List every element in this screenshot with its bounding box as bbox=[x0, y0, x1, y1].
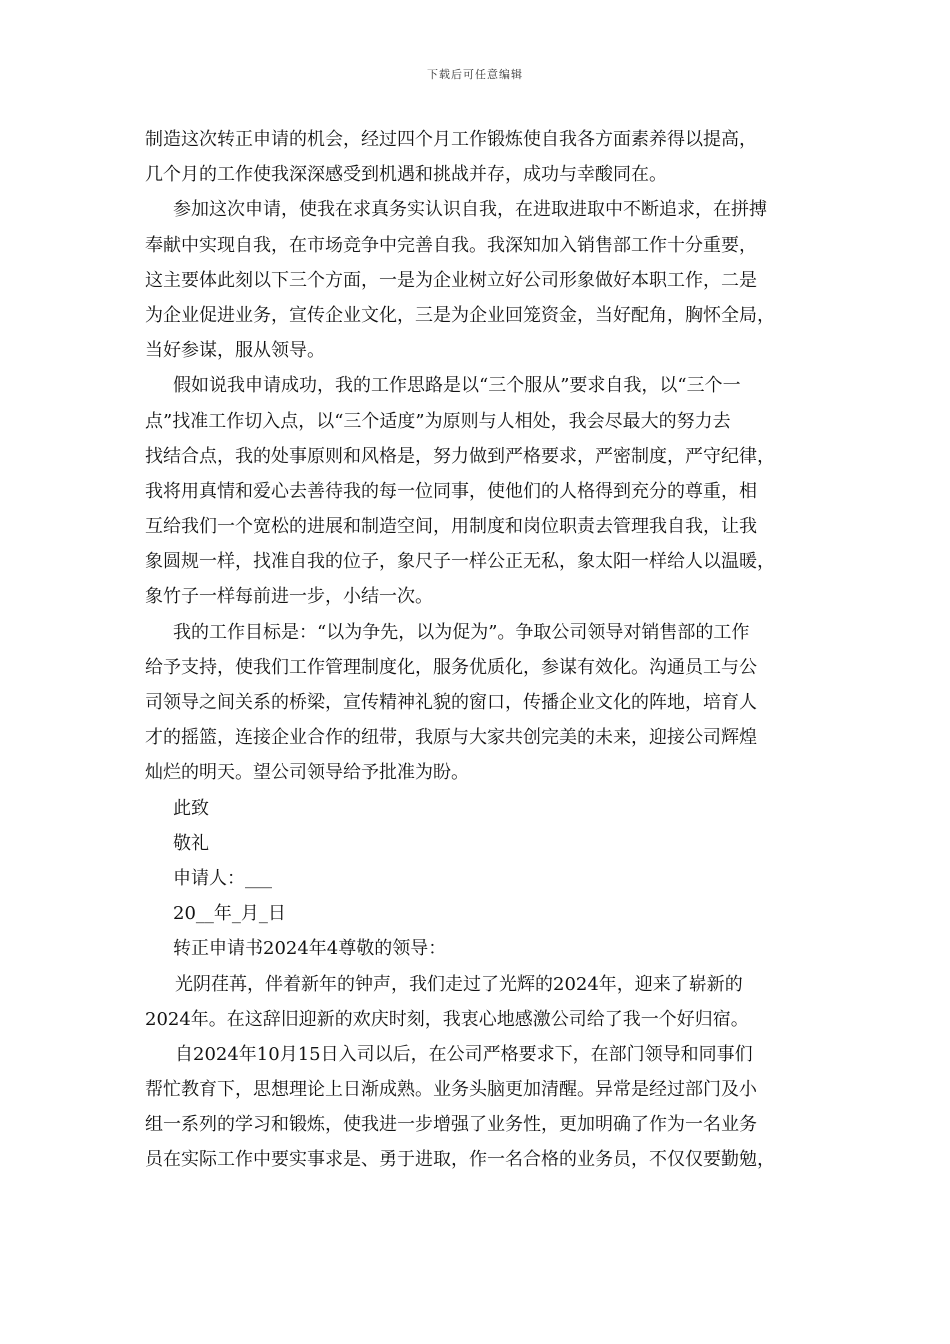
text-line: 给予支持，使我们工作管理制度化，服务优质化，参谋有效化。沟通员工与公 bbox=[145, 656, 757, 678]
text-line: 司领导之间关系的桥梁，宣传精神礼貌的窗口，传播企业文化的阵地，培育人 bbox=[145, 692, 757, 713]
text-line: 几个月的工作使我深深感受到机遇和挑战并存，成功与幸酸同在。 bbox=[145, 164, 667, 186]
text-line: 转正申请书2024年4尊敬的领导： bbox=[173, 938, 447, 960]
text-line: 互给我们一个宽松的进展和制造空间，用制度和岗位职责去管理我自我，让我 bbox=[145, 516, 757, 538]
text-line: 帮忙教育下，思想理论上日渐成熟。业务头脑更加清醒。异常是经过部门及小 bbox=[145, 1079, 757, 1101]
text-line: 20__年_月_日 bbox=[173, 903, 286, 925]
text-line: 当好参谋，服从领导。 bbox=[145, 340, 325, 362]
text-line: 我的工作目标是：“以为争先，以为促为”。争取公司领导对销售部的工作 bbox=[173, 621, 750, 643]
text-line: 才的摇篮，连接企业合作的纽带，我原与大家共创完美的未来，迎接公司辉煌 bbox=[145, 727, 757, 749]
text-line: 找结合点，我的处事原则和风格是，努力做到严格要求，严密制度，严守纪律， bbox=[145, 445, 775, 467]
text-line: 灿烂的明天。望公司领导给予批准为盼。 bbox=[145, 762, 469, 784]
text-line: 我将用真情和爱心去善待我的每一位同事，使他们的人格得到充分的尊重，相 bbox=[145, 480, 757, 502]
text-line: 敬礼 bbox=[173, 832, 209, 854]
text-line: 象竹子一样每前进一步，小结一次。 bbox=[145, 586, 433, 608]
text-line: 组一系列的学习和锻炼，使我进一步增强了业务性，更加明确了作为一名业务 bbox=[145, 1114, 757, 1136]
text-line: 象圆规一样，找准自我的位子，象尺子一样公正无私，象太阳一样给人以温暖， bbox=[145, 551, 775, 573]
page-header: 下载后可任意编辑 bbox=[427, 68, 523, 81]
document-body bbox=[145, 122, 815, 1178]
text-line: 点”找准工作切入点，以“三个适度”为原则与人相处，我会尽最大的努力去 bbox=[145, 410, 731, 432]
text-line: 员在实际工作中要实事求是、勇于进取，作一名合格的业务员，不仅仅要勤勉， bbox=[145, 1149, 775, 1171]
text-line: 为企业促进业务，宣传企业文化，三是为企业回笼资金，当好配角，胸怀全局， bbox=[145, 304, 775, 326]
text-line: 假如说我申请成功，我的工作思路是以“三个服从”要求自我，以“三个一 bbox=[173, 375, 741, 397]
text-line: 奉献中实现自我，在市场竞争中完善自我。我深知加入销售部工作十分重要， bbox=[145, 234, 757, 256]
text-line: 制造这次转正申请的机会，经过四个月工作锻炼使自我各方面素养得以提高， bbox=[145, 129, 757, 150]
text-line: 参加这次申请，使我在求真务实认识自我，在进取进取中不断追求，在拼搏 bbox=[173, 199, 767, 221]
text-line: 2024年。在这辞旧迎新的欢庆时刻，我衷心地感激公司给了我一个好归宿。 bbox=[145, 1008, 749, 1030]
text-line: 自2024年10月15日入司以后，在公司严格要求下，在部门领导和同事们 bbox=[175, 1043, 753, 1065]
text-line: 此致 bbox=[173, 797, 209, 819]
text-line: 申请人：___ bbox=[173, 867, 272, 889]
text-line: 这主要体此刻以下三个方面，一是为企业树立好公司形象做好本职工作，二是 bbox=[145, 269, 757, 291]
text-line: 光阴荏苒，伴着新年的钟声，我们走过了光辉的2024年，迎来了崭新的 bbox=[175, 973, 743, 995]
